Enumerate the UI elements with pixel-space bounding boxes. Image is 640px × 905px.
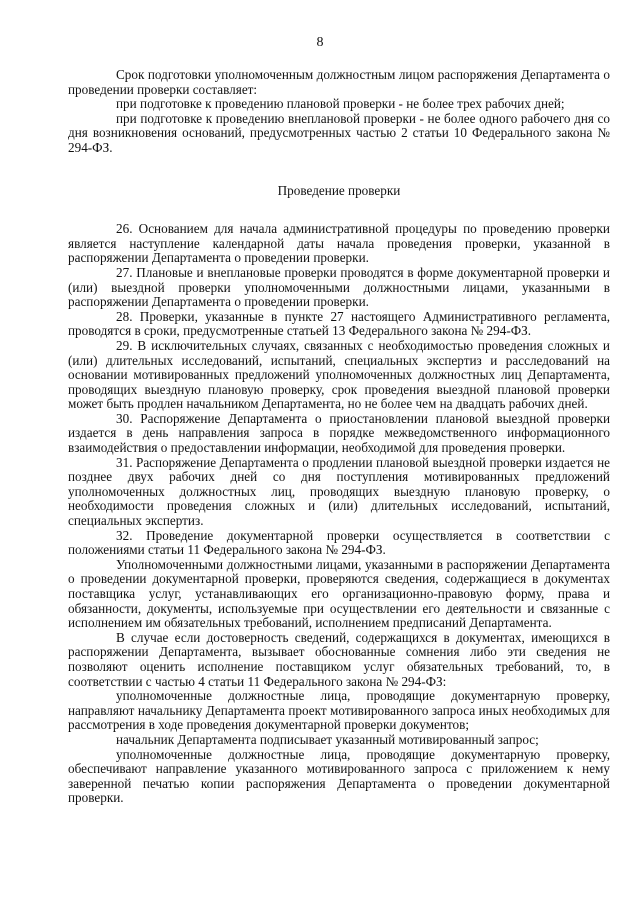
paragraph-documents-checked: Уполномоченными должностными лицами, указанными в распоряжении Департамента о проведении документарной проверки, проверяются сведения, содержащиеся в документах поставщика услуг, устанавливающих его организационно-правовую форму, права и обязанности, документы, используемые при осуществлении его деятельности и связанные с исполнением им обязательных требований, исполнением предписаний Департамента. [68, 556, 610, 631]
paragraph-doubtful-info: В случае если достоверность сведений, содержащихся в документах, имеющихся в распоряжении Департамента, вызывает обоснованные сомнения либо эти сведения не позволяют оценить исполнение поставщиком услуг обязательных требований, то, в соответствии с частью 4 статьи 11 Федерального закона № 294-ФЗ: [68, 629, 610, 689]
paragraph-send-draft-request: уполномоченные должностные лица, проводящие документарную проверку, направляют начальнику Департамента проект мотивированного запроса иных необходимых для рассмотрения в ходе проведения документарной проверки документов; [68, 688, 610, 733]
paragraph-31: 31. Распоряжение Департамента о продлении плановой выездной проверки издается не позднее двух рабочих дней со дня поступления мотивированных предложений уполномоченных должностных лиц, проводящих выездную плановую проверку, о необходимости проведения сложных и (или) длительных исследований, испытаний, специальных экспертиз. [68, 454, 610, 529]
paragraph-head-signs: начальник Департамента подписывает указанный мотивированный запрос; [116, 731, 539, 747]
paragraph-send-request: уполномоченные должностные лица, проводящие документарную проверку, обеспечивают направление указанного мотивированного запроса с приложением к нему заверенной печатью копии распоряжения Департамента о проведении документарной проверки. [68, 746, 610, 806]
paragraph-30: 30. Распоряжение Департамента о приостановлении плановой выездной проверки издается в день направления запроса в порядке межведомственного информационного взаимодействия о предоставлении информации, необходимой для проведения проверки. [68, 410, 610, 456]
paragraph-29: 29. В исключительных случаях, связанных с необходимостью проведения сложных и (или) длительных исследований, испытаний, специальных экспертиз и расследований на основании мотивированных предложений уполномоченных должностных лиц Департамента, проводящих выездную плановую проверку, срок проведения выездной плановой проверки может быть продлен начальником Департамента, но не более чем на двадцать рабочих дней. [68, 337, 610, 412]
intro-section [68, 68, 610, 156]
paragraph-28: 28. Проверки, указанные в пункте 27 настоящего Административного регламента, проводятся в сроки, предусмотренные статьей 13 Федерального закона № 294-ФЗ. [68, 308, 610, 339]
paragraph-intro-2: при подготовке к проведению плановой проверки - не более трех рабочих дней; [116, 96, 565, 112]
paragraph-32: 32. Проведение документарной проверки осуществляется в соответствии с положениями статьи 11 Федерального закона № 294-ФЗ. [68, 527, 610, 558]
section-heading: Проведение проверки [277, 182, 401, 198]
main-section [68, 222, 610, 806]
paragraph-intro-1: Срок подготовки уполномоченным должностным лицом распоряжения Департамента о проведении проверки составляет: [68, 67, 610, 97]
paragraph-intro-3: при подготовке к проведению внеплановой проверки - не более одного рабочего дня со дня возникновения оснований, предусмотренных частью 2 статьи 10 Федерального закона № 294-ФЗ. [68, 110, 610, 155]
page-number: 8 [316, 35, 324, 50]
paragraph-27: 27. Плановые и внеплановые проверки проводятся в форме документарной проверки и (или) выездной проверки уполномоченными должностными лицами, указанными в распоряжении Департамента о проведении проверки. [68, 264, 610, 310]
paragraph-26: 26. Основанием для начала административной процедуры по проведению проверки является наступление календарной даты начала проведения проверки, указанной в распоряжении Департамента о проведении проверки. [68, 221, 610, 266]
document-body [68, 68, 610, 806]
